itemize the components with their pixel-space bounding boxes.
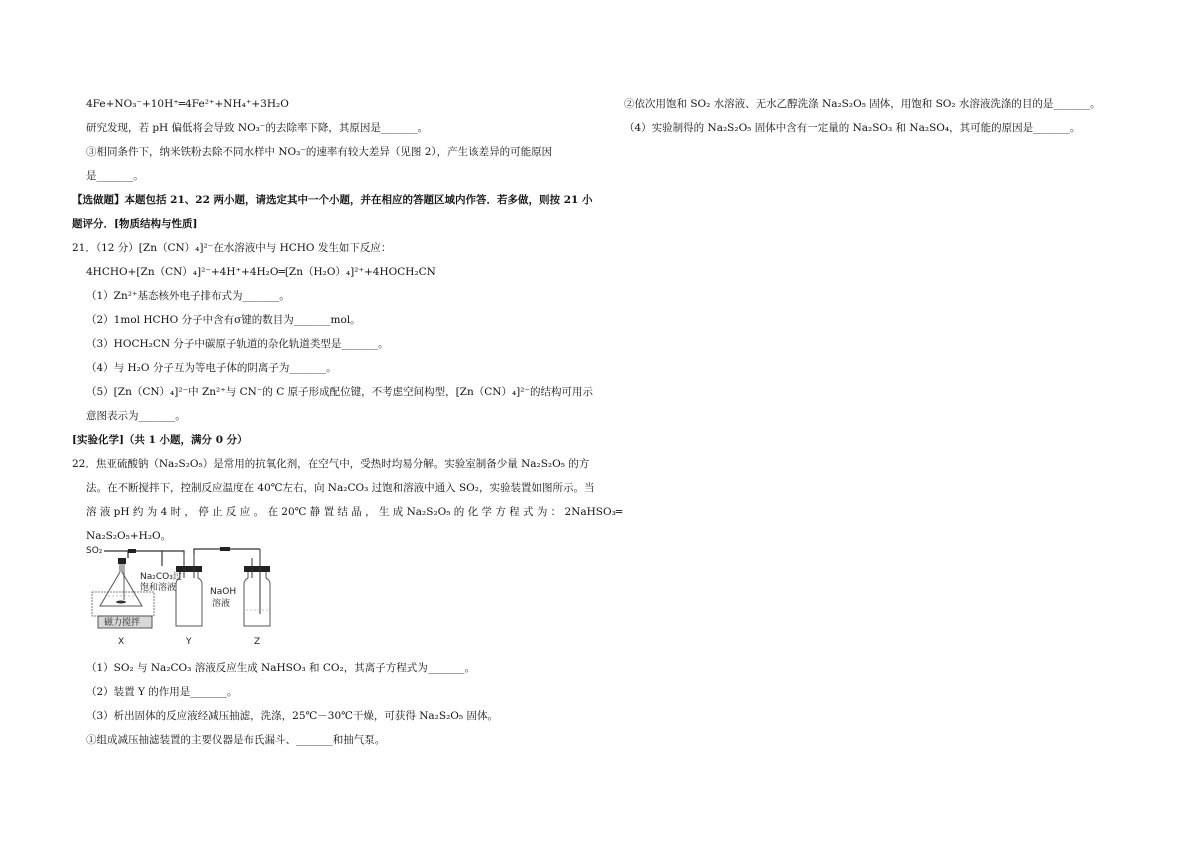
- stopper-x: [118, 558, 126, 564]
- section-heading: [实验化学]（共 1 小题，满分 0 分）: [72, 434, 248, 446]
- question-text: 溶 液 pH 约 为 4 时 ， 停 止 反 应 。 在 20℃ 静 置 结 晶 ， 生 成 Na₂S₂O₅ 的 化 学 方 程 式 为 ： 2NaHSO₃═: [86, 506, 623, 518]
- question-text: 研究发现，若 pH 偏低将会导致 NO₃⁻的去除率下降，其原因是_______。: [86, 122, 429, 134]
- question-part: 意图表示为_______。: [86, 410, 186, 422]
- stirrer-label: 磁力搅拌: [104, 618, 141, 628]
- question-part: （4）实验制得的 Na₂S₂O₅ 固体中含有一定量的 Na₂SO₃ 和 Na₂SO₄，其可能的原因是_______。: [624, 122, 1081, 134]
- label-z: Z: [254, 637, 261, 647]
- rubber-joint: [128, 549, 136, 553]
- question-text: 是_______。: [86, 170, 144, 182]
- question-text: Na₂S₂O₅+H₂O。: [86, 530, 172, 542]
- question-part: （4）与 H₂O 分子互为等电子体的阴离子为_______。: [86, 362, 337, 374]
- question-part: （1）Zn²⁺基态核外电子排布式为_______。: [86, 290, 290, 302]
- bottle-z: [244, 572, 270, 626]
- question-part: （3）析出固体的反应液经减压抽滤，洗涤，25℃－30℃干燥，可获得 Na₂S₂O₅ 固体。: [86, 710, 498, 722]
- question-part: （5）[Zn（CN）₄]²⁻中 Zn²⁺与 CN⁻的 C 原子形成配位键，不考虑空间构型，[Zn（CN）₄]²⁻的结构可用示: [86, 386, 594, 398]
- equation-line: 4HCHO+[Zn（CN）₄]²⁻+4H⁺+4H₂O═[Zn（H₂O）₄]²⁺+4HOCH₂CN: [86, 266, 436, 278]
- question-21-stem: 21．（12 分）[Zn（CN）₄]²⁻在水溶液中与 HCHO 发生如下反应：: [72, 242, 392, 254]
- label-y: Y: [186, 637, 192, 647]
- section-heading: 题评分．[物质结构与性质]: [72, 218, 198, 230]
- question-part: ①组成减压抽滤装置的主要仪器是布氏漏斗、_______和抽气泵。: [86, 734, 386, 746]
- apparatus-diagram: [84, 544, 284, 648]
- question-part: （2）1mol HCHO 分子中含有σ键的数目为_______mol。: [86, 314, 361, 326]
- question-part: ②依次用饱和 SO₂ 水溶液、无水乙醇洗涤 Na₂S₂O₅ 固体，用饱和 SO₂ 水溶液洗涤的目的是_______。: [624, 98, 1101, 110]
- equation-line: 4Fe+NO₃⁻+10H⁺═4Fe²⁺+NH₄⁺+3H₂O: [86, 98, 289, 110]
- question-part: （1）SO₂ 与 Na₂CO₃ 溶液反应生成 NaHSO₃ 和 CO₂，其离子方程式为_______。: [86, 662, 475, 674]
- so2-label: SO₂: [86, 546, 103, 556]
- section-heading: 【选做题】本题包括 21、22 两小题，请选定其中一个小题，并在相应的答题区域内作答．若多做，则按 21 小: [72, 194, 593, 206]
- question-22-stem: 22．焦亚硫酸钠（Na₂S₂O₅）是常用的抗氧化剂，在空气中，受热时均易分解。实验室制备少量 Na₂S₂O₅ 的方: [72, 458, 590, 470]
- z-solution-label-2: 溶液: [212, 599, 231, 609]
- inlet-tube: [104, 551, 128, 558]
- stopper-z: [244, 566, 270, 572]
- x-solution-label-1: Na₂CO₃过: [140, 572, 182, 582]
- flask-x: [100, 564, 142, 606]
- question-text: 法。在不断搅拌下，控制反应温度在 40℃左右，向 Na₂CO₃ 过饱和溶液中通入 SO₂，实验装置如图所示。当: [86, 482, 595, 494]
- label-x: X: [118, 637, 125, 647]
- z-solution-label-1: NaOH: [210, 587, 237, 597]
- question-part: （2）装置 Y 的作用是_______。: [86, 686, 238, 698]
- stopper-y: [176, 566, 202, 572]
- question-text: ③相同条件下，纳米铁粉去除不同水样中 NO₃⁻的速率有较大差异（见图 2），产生该差异的可能原因: [86, 146, 553, 158]
- question-part: （3）HOCH₂CN 分子中碳原子轨道的杂化轨道类型是_______。: [86, 338, 389, 350]
- x-solution-label-2: 饱和溶液: [140, 583, 177, 593]
- stir-bar: [116, 601, 126, 604]
